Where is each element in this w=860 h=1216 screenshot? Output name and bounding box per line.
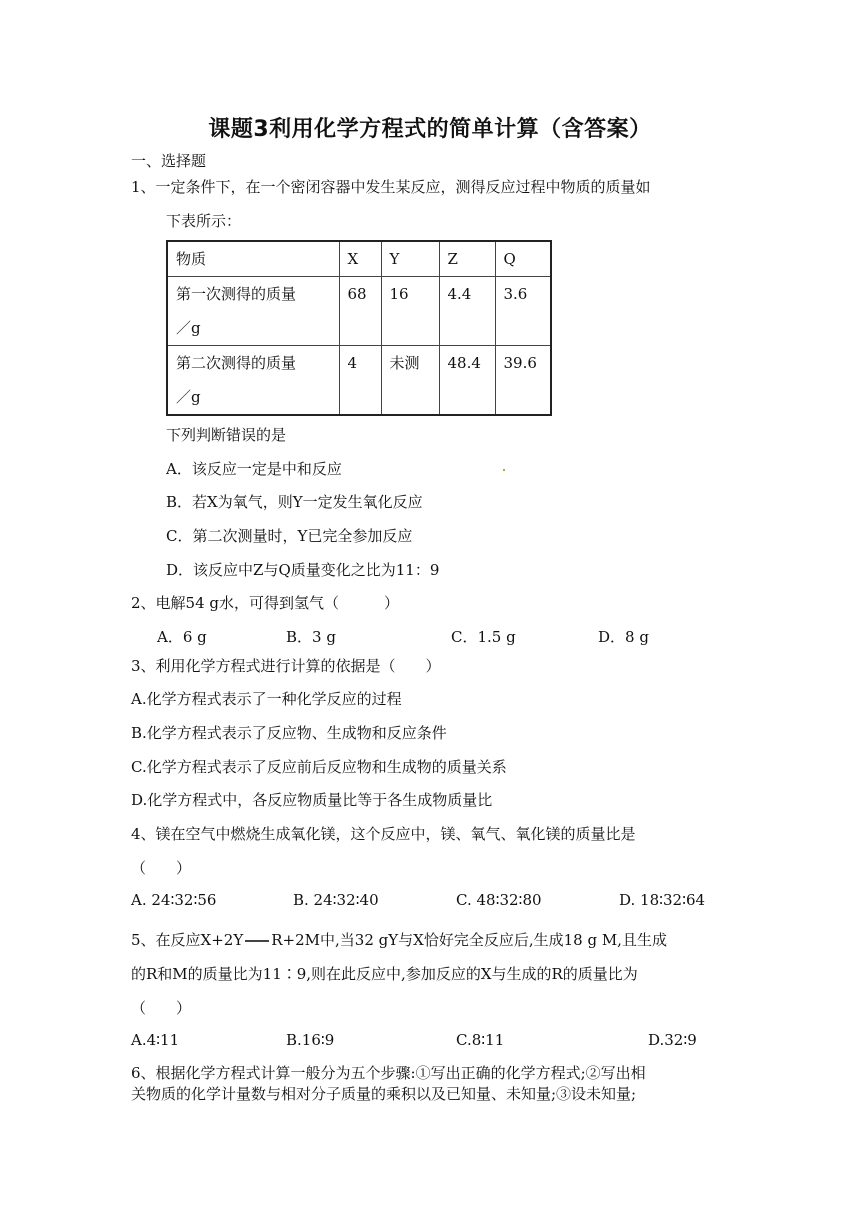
table-row bbox=[167, 346, 551, 416]
option-4c: C. 48∶32∶80 bbox=[456, 891, 542, 909]
table-header-cell: 物质 bbox=[167, 241, 339, 277]
question-4-line-1: 4、镁在空气中燃烧生成氧化镁，这个反应中，镁、氧气、氧化镁的质量比是 bbox=[131, 825, 636, 843]
table-cell: 39.6 bbox=[495, 346, 551, 416]
table-header-cell: X bbox=[339, 241, 381, 277]
mass-table bbox=[166, 240, 552, 416]
option-2a: A．6 g bbox=[157, 628, 207, 646]
question-5-line-3: （ ） bbox=[131, 999, 192, 1017]
table-cell: 3.6 bbox=[495, 277, 551, 346]
question-5-line-2: 的R和M的质量比为11∶9,则在此反应中,参加反应的X与生成的R的质量比为 bbox=[131, 965, 638, 983]
option-5b: B.16∶9 bbox=[286, 1031, 335, 1049]
option-2d: D．8 g bbox=[598, 628, 649, 646]
table-cell: 68 bbox=[339, 277, 381, 346]
option-4a: A. 24∶32∶56 bbox=[131, 891, 217, 909]
option-1b: B．若X为氧气，则Y一定发生氧化反应 bbox=[166, 493, 423, 511]
table-header-cell: Q bbox=[495, 241, 551, 277]
question-6-line-2: 关物质的化学计量数与相对分子质量的乘积以及已知量、未知量;③设未知量; bbox=[131, 1085, 637, 1103]
table-cell: 4.4 bbox=[439, 277, 495, 346]
question-5-line-1 bbox=[131, 929, 667, 950]
table-cell: 16 bbox=[381, 277, 439, 346]
option-3d: D.化学方程式中，各反应物质量比等于各生成物质量比 bbox=[131, 791, 493, 809]
question-1-prompt: 下列判断错误的是 bbox=[166, 426, 287, 444]
table-row bbox=[167, 277, 551, 346]
page-title: 课题3利用化学方程式的简单计算（含答案） bbox=[208, 117, 652, 142]
question-2-stem: 2、电解54 g水，可得到氢气（ ） bbox=[131, 594, 400, 612]
table-row-label-line: ／g bbox=[176, 319, 201, 337]
option-3b: B.化学方程式表示了反应物、生成物和反应条件 bbox=[131, 724, 447, 742]
table-header-row bbox=[167, 241, 551, 277]
question-3-stem: 3、利用化学方程式进行计算的依据是（ ） bbox=[131, 657, 441, 675]
question-4-line-2: （ ） bbox=[131, 859, 192, 877]
question-5-equation-right: R+2M中,当32 gY与X恰好完全反应后,生成18 g M,且生成 bbox=[271, 931, 667, 949]
table-cell: 48.4 bbox=[439, 346, 495, 416]
option-2b: B．3 g bbox=[286, 628, 336, 646]
table-row-label-line: ／g bbox=[176, 388, 201, 406]
question-5-equation-left: 5、在反应X+2Y bbox=[131, 931, 244, 949]
option-4b: B. 24∶32∶40 bbox=[293, 891, 379, 909]
option-5a: A.4∶11 bbox=[131, 1031, 180, 1049]
table-header-cell: Y bbox=[381, 241, 439, 277]
option-3c: C.化学方程式表示了反应前后反应物和生成物的质量关系 bbox=[131, 758, 507, 776]
table-row-label bbox=[167, 346, 339, 416]
section-heading: 一、选择题 bbox=[131, 152, 207, 170]
question-1-line-1: 1、一定条件下，在一个密闭容器中发生某反应，测得反应过程中物质的质量如 bbox=[131, 178, 651, 196]
table-cell: 未测 bbox=[381, 346, 439, 416]
table-row-label-line: 第二次测得的质量 bbox=[176, 354, 297, 372]
option-2c: C．1.5 g bbox=[451, 628, 516, 646]
question-6-line-1: 6、根据化学方程式计算一般分为五个步骤:①写出正确的化学方程式;②写出相 bbox=[131, 1064, 646, 1082]
option-1c: C．第二次测量时，Y已完全参加反应 bbox=[166, 527, 413, 545]
scan-speck bbox=[503, 469, 505, 471]
question-1-line-2: 下表所示： bbox=[166, 212, 242, 230]
table-cell: 4 bbox=[339, 346, 381, 416]
option-1a: A．该反应一定是中和反应 bbox=[166, 460, 342, 478]
option-4d: D. 18∶32∶64 bbox=[619, 891, 706, 909]
equals-bar bbox=[245, 940, 269, 942]
option-5d: D.32∶9 bbox=[648, 1031, 697, 1049]
option-3a: A.化学方程式表示了一种化学反应的过程 bbox=[131, 690, 402, 708]
table-row-label-line: 第一次测得的质量 bbox=[176, 285, 297, 303]
option-1d: D．该反应中Z与Q质量变化之比为11：9 bbox=[166, 561, 440, 579]
option-5c: C.8∶11 bbox=[456, 1031, 505, 1049]
table-header-cell: Z bbox=[439, 241, 495, 277]
table-row-label bbox=[167, 277, 339, 346]
